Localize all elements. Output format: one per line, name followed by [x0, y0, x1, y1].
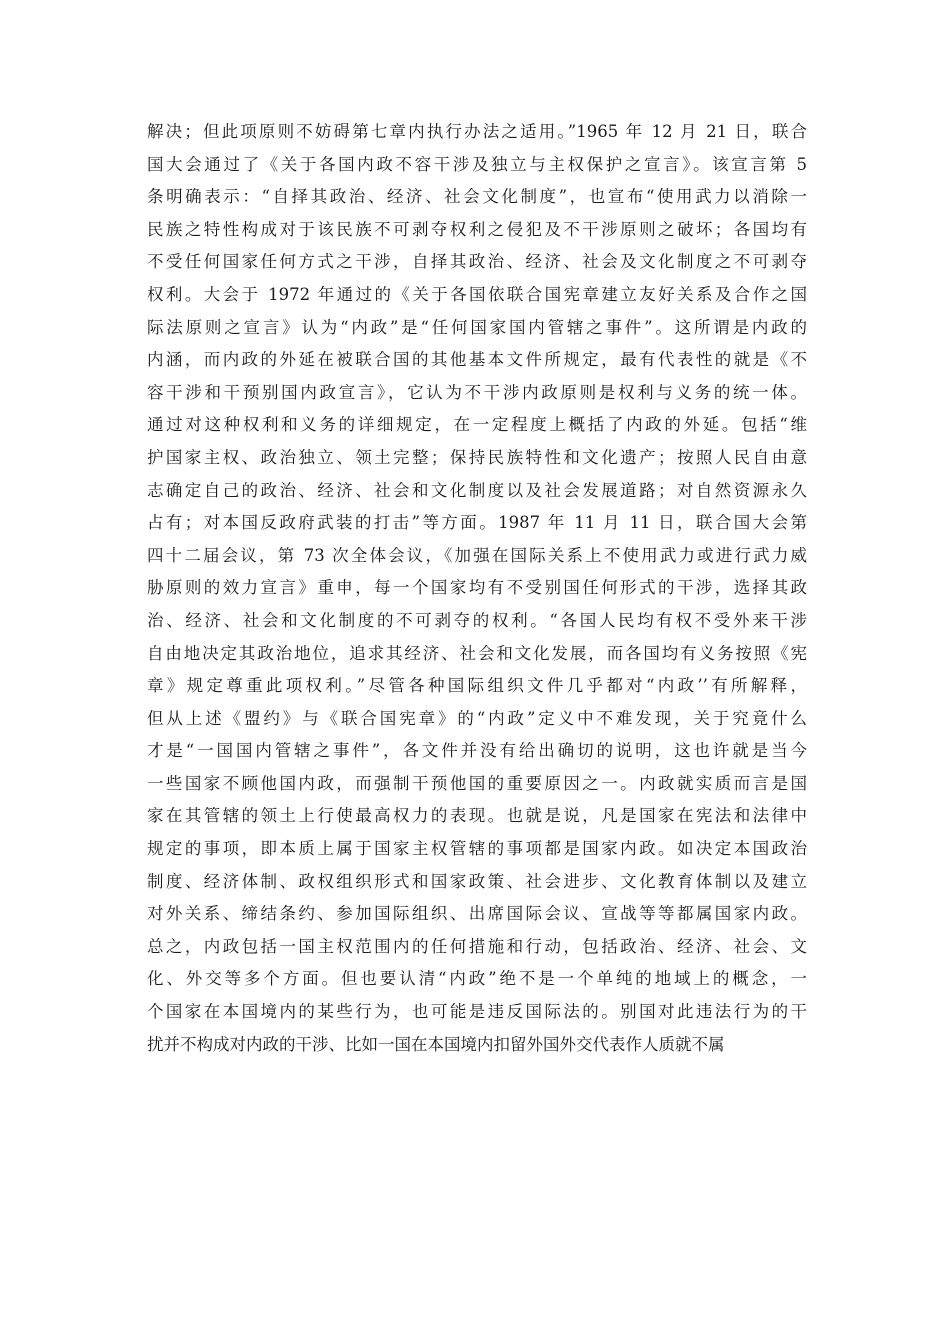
text-line: 治、经济、社会和文化制度的不可剥夺的权利。“各国人民均有权不受外来干涉 [147, 610, 807, 630]
text-line: 国大会通过了《关于各国内政不容干涉及独立与主权保护之宣言》。该宣言第 5 [147, 154, 807, 174]
text-line: 家在其管辖的领土上行使最高权力的表现。也就是说，凡是国家在宪法和法律中 [147, 806, 807, 826]
text-line: 四十二届会议，第 73 次全体会议，《加强在国际关系上不使用武力或进行武力威 [147, 545, 807, 565]
text-line: 容干涉和干预别国内政宣言》，它认为不干涉内政原则是权利与义务的统一体。 [147, 382, 807, 402]
text-line: 化、外交等多个方面。但也要认清“内政”绝不是一个单纯的地域上的概念，一 [147, 969, 807, 989]
text-line: 胁原则的效力宣言》重申，每一个国家均有不受别国任何形式的干涉，选择其政 [147, 578, 807, 598]
text-line: 内涵，而内政的外延在被联合国的其他基本文件所规定，最有代表性的就是《不 [147, 350, 807, 370]
text-line: 民族之特性构成对于该民族不可剥夺权利之侵犯及不干涉原则之破坏；各国均有 [147, 219, 807, 239]
text-line: 不受任何国家任何方式之干涉，自择其政治、经济、社会及文化制度之不可剥夺 [147, 252, 807, 272]
text-line: 占有；对本国反政府武装的打击”等方面。1987 年 11 月 11 日，联合国大会第 [147, 513, 807, 533]
text-line: 才是“一国国内管辖之事件”，各文件并没有给出确切的说明，这也许就是当今 [147, 741, 807, 761]
text-line: 际法原则之宣言》认为“内政”是“任何国家国内管辖之事件”。这所谓是内政的 [147, 317, 807, 337]
body-text [147, 116, 807, 1061]
text-line: 总之，内政包括一国主权范围内的任何措施和行动，包括政治、经济、社会、文 [147, 936, 807, 956]
text-line: 志确定自己的政治、经济、社会和文化制度以及社会发展道路；对自然资源永久 [147, 480, 807, 500]
text-line: 护国家主权、政治独立、领土完整；保持民族特性和文化遗产；按照人民自由意 [147, 447, 807, 467]
text-line: 对外关系、缔结条约、参加国际组织、出席国际会议、宣战等等都属国家内政。 [147, 904, 807, 924]
text-line: 个国家在本国境内的某些行为，也可能是违反国际法的。别国对此违法行为的干 [147, 1002, 807, 1022]
text-line: 通过对这种权利和义务的详细规定，在一定程度上概括了内政的外延。包括“维 [147, 415, 807, 435]
text-line: 制度、经济体制、政权组织形式和国家政策、社会进步、文化教育体制以及建立 [147, 871, 807, 891]
text-line: 扰并不构成对内政的干涉、比如一国在本国境内扣留外国外交代表作人质就不属 [147, 1034, 725, 1054]
text-line: 一些国家不顾他国内政，而强制干预他国的重要原因之一。内政就实质而言是国 [147, 773, 807, 793]
text-line: 规定的事项，即本质上属于国家主权管辖的事项都是国家内政。如决定本国政治 [147, 839, 807, 859]
text-line: 自由地决定其政治地位，追求其经济、社会和文化发展，而各国均有义务按照《宪 [147, 643, 807, 663]
text-line: 解决；但此项原则不妨碍第七章内执行办法之适用。”1965 年 12 月 21 日，联合 [147, 122, 807, 141]
text-line: 但从上述《盟约》与《联合国宪章》的“内政”定义中不难发现，关于究竟什么 [147, 708, 807, 728]
text-line: 条明确表示：“自择其政治、经济、社会文化制度”，也宣布“使用武力以消除一 [147, 187, 807, 207]
text-line: 权利。大会于 1972 年通过的《关于各国依联合国宪章建立友好关系及合作之国 [147, 284, 807, 304]
text-line: 章》规定尊重此项权利。”尽管各种国际组织文件几乎都对“内政’’有所解释， [147, 676, 807, 696]
